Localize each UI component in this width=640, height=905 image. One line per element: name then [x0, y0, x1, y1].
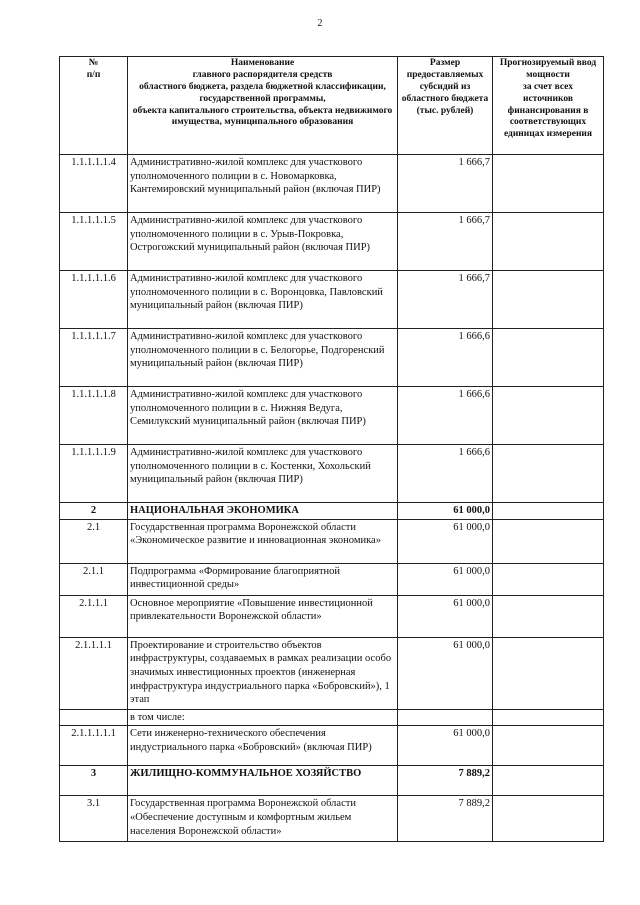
table-header-row [60, 57, 604, 155]
row-capacity [493, 155, 604, 213]
row-number: 2.1.1.1.1 [60, 637, 128, 709]
table-row [60, 796, 604, 842]
row-amount: 1 666,7 [398, 213, 493, 271]
row-amount: 7 889,2 [398, 796, 493, 842]
row-name: Сети инженерно-технического обеспечения индустриального парка «Бобровский» (включая ПИР) [128, 726, 398, 766]
row-number: 1.1.1.1.1.7 [60, 329, 128, 387]
table-row [60, 519, 604, 563]
table-row [60, 445, 604, 503]
row-amount: 61 000,0 [398, 519, 493, 563]
row-name: Административно-жилой комплекс для участкового уполномоченного полиции в с. Костенки, Хохольский муниципальный район (включая ПИР) [128, 445, 398, 503]
section-row [60, 503, 604, 520]
row-capacity [493, 595, 604, 637]
table-row [60, 329, 604, 387]
row-amount: 61 000,0 [398, 563, 493, 595]
row-amount: 7 889,2 [398, 766, 493, 796]
table-row [60, 637, 604, 709]
row-capacity [493, 563, 604, 595]
row-number: 3 [60, 766, 128, 796]
header-name: Наименование главного распорядителя средств областного бюджета, раздела бюджетной классификации, государственной программы, объекта капитального строительства, объекта недвижимого имущества, муниципального образования [128, 57, 398, 155]
row-number: 2.1.1 [60, 563, 128, 595]
row-number: 1.1.1.1.1.4 [60, 155, 128, 213]
table-row [60, 563, 604, 595]
row-capacity [493, 445, 604, 503]
row-capacity [493, 271, 604, 329]
row-name: Административно-жилой комплекс для участкового уполномоченного полиции в с. Воронцовка, Павловский муниципальный район (включая ПИР) [128, 271, 398, 329]
row-name: Государственная программа Воронежской области «Обеспечение доступным и комфортным жильем населения Воронежской области» [128, 796, 398, 842]
row-name: Административно-жилой комплекс для участкового уполномоченного полиции в с. Новомарковка, Кантемировский муниципальный район (включая ПИР) [128, 155, 398, 213]
row-number: 2 [60, 503, 128, 520]
row-number: 1.1.1.1.1.5 [60, 213, 128, 271]
row-name: Административно-жилой комплекс для участкового уполномоченного полиции в с. Урыв-Покровка, Острогожский муниципальный район (включая ПИР) [128, 213, 398, 271]
row-capacity [493, 766, 604, 796]
row-amount: 1 666,7 [398, 271, 493, 329]
table-row [60, 709, 604, 726]
row-capacity [493, 796, 604, 842]
row-amount: 61 000,0 [398, 726, 493, 766]
row-number [60, 709, 128, 726]
row-amount: 1 666,6 [398, 329, 493, 387]
row-name: Подпрограмма «Формирование благоприятной инвестиционной среды» [128, 563, 398, 595]
row-amount: 1 666,6 [398, 387, 493, 445]
row-name: Административно-жилой комплекс для участкового уполномоченного полиции в с. Нижняя Ведуга, Семилукский муниципальный район (включая ПИР) [128, 387, 398, 445]
row-capacity [493, 637, 604, 709]
header-number: № п/п [60, 57, 128, 155]
table-row [60, 271, 604, 329]
row-name: Проектирование и строительство объектов инфраструктуры, создаваемых в рамках реализации особо значимых инвестиционных проектов (инженерная инфраструктура индустриального парка «Бобровский»), 1 этап [128, 637, 398, 709]
row-number: 1.1.1.1.1.6 [60, 271, 128, 329]
row-amount: 61 000,0 [398, 503, 493, 520]
table-row [60, 213, 604, 271]
header-capacity: Прогнозируемый ввод мощности за счет всех источников финансирования в соответствующих единицах измерения [493, 57, 604, 155]
row-amount: 61 000,0 [398, 595, 493, 637]
row-capacity [493, 503, 604, 520]
table-row [60, 595, 604, 637]
row-capacity [493, 329, 604, 387]
row-capacity [493, 213, 604, 271]
row-amount: 1 666,6 [398, 445, 493, 503]
row-name: Административно-жилой комплекс для участкового уполномоченного полиции в с. Белогорье, Подгоренский муниципальный район (включая ПИР) [128, 329, 398, 387]
table-row [60, 726, 604, 766]
row-amount [398, 709, 493, 726]
section-row [60, 766, 604, 796]
table-row [60, 387, 604, 445]
row-capacity [493, 519, 604, 563]
row-capacity [493, 726, 604, 766]
row-number: 3.1 [60, 796, 128, 842]
table-row [60, 155, 604, 213]
row-name: ЖИЛИЩНО-КОММУНАЛЬНОЕ ХОЗЯЙСТВО [128, 766, 398, 796]
subsidy-table [59, 56, 604, 842]
header-amount: Размер предоставляемых субсидий из областного бюджета (тыс. рублей) [398, 57, 493, 155]
row-name: Основное мероприятие «Повышение инвестиционной привлекательности Воронежской области» [128, 595, 398, 637]
page-number: 2 [317, 18, 323, 29]
row-capacity [493, 387, 604, 445]
row-amount: 1 666,7 [398, 155, 493, 213]
row-amount: 61 000,0 [398, 637, 493, 709]
row-number: 1.1.1.1.1.9 [60, 445, 128, 503]
row-name: в том числе: [128, 709, 398, 726]
row-number: 2.1 [60, 519, 128, 563]
row-number: 2.1.1.1.1.1 [60, 726, 128, 766]
row-number: 1.1.1.1.1.8 [60, 387, 128, 445]
row-capacity [493, 709, 604, 726]
row-name: НАЦИОНАЛЬНАЯ ЭКОНОМИКА [128, 503, 398, 520]
row-name: Государственная программа Воронежской области «Экономическое развитие и инновационная экономика» [128, 519, 398, 563]
row-number: 2.1.1.1 [60, 595, 128, 637]
